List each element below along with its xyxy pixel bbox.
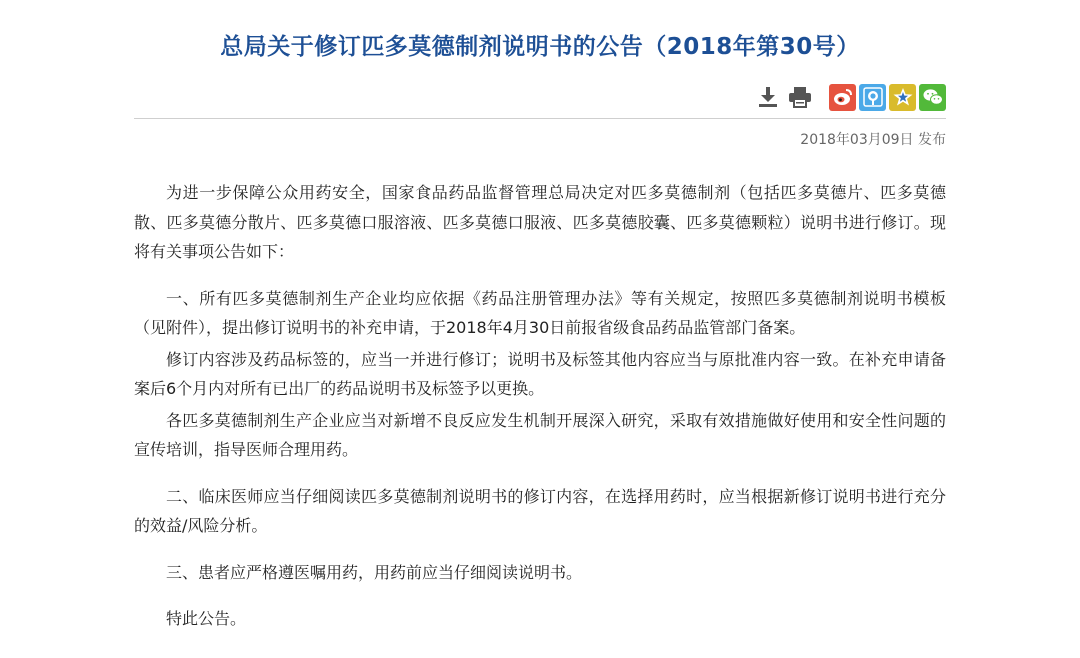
- item-3-paragraph: 三、患者应严格遵医嘱用药，用药前应当仔细阅读说明书。: [166, 562, 583, 582]
- wechat-icon[interactable]: [919, 84, 946, 111]
- item-2-paragraph: 二、临床医师应当仔细阅读匹多莫德制剂说明书的修订内容，在选择用药时，应当根据新修订说明书进行充分的效益/风险分析。: [134, 486, 946, 535]
- item-1-paragraph: 一、所有匹多莫德制剂生产企业均应依据《药品注册管理办法》等有关规定，按照匹多莫德制剂说明书模板（见附件），提出修订说明书的补充申请，于2018年4月30日前报省级食品药品监管部门备案。: [134, 288, 946, 337]
- toolbar: [755, 82, 946, 112]
- weibo-icon[interactable]: [829, 84, 856, 111]
- item-1-label-paragraph: 修订内容涉及药品标签的，应当一并进行修订；说明书及标签其他内容应当与原批准内容一致。在补充申请备案后6个月内对所有已出厂的药品说明书及标签予以更换。: [134, 349, 946, 398]
- qq-space-icon[interactable]: [889, 84, 916, 111]
- download-icon[interactable]: [755, 84, 781, 110]
- print-icon[interactable]: [787, 84, 813, 110]
- article-body: [134, 178, 946, 634]
- qzone-icon[interactable]: [859, 84, 886, 111]
- page-title: 总局关于修订匹多莫德制剂说明书的公告（2018年第30号）: [220, 34, 860, 60]
- header-divider: [134, 118, 946, 119]
- closing-paragraph: 特此公告。: [166, 609, 247, 628]
- publish-date: 2018年03月09日 发布: [800, 132, 946, 148]
- item-1-research-paragraph: 各匹多莫德制剂生产企业应当对新增不良反应发生机制开展深入研究，采取有效措施做好使用和安全性问题的宣传培训，指导医师合理用药。: [134, 410, 946, 459]
- intro-paragraph: 为进一步保障公众用药安全，国家食品药品监督管理总局决定对匹多莫德制剂（包括匹多莫德片、匹多莫德散、匹多莫德分散片、匹多莫德口服溶液、匹多莫德口服液、匹多莫德胶囊、匹多莫德颗粒）说明书进行修订。现将有关事项公告如下：: [134, 183, 946, 261]
